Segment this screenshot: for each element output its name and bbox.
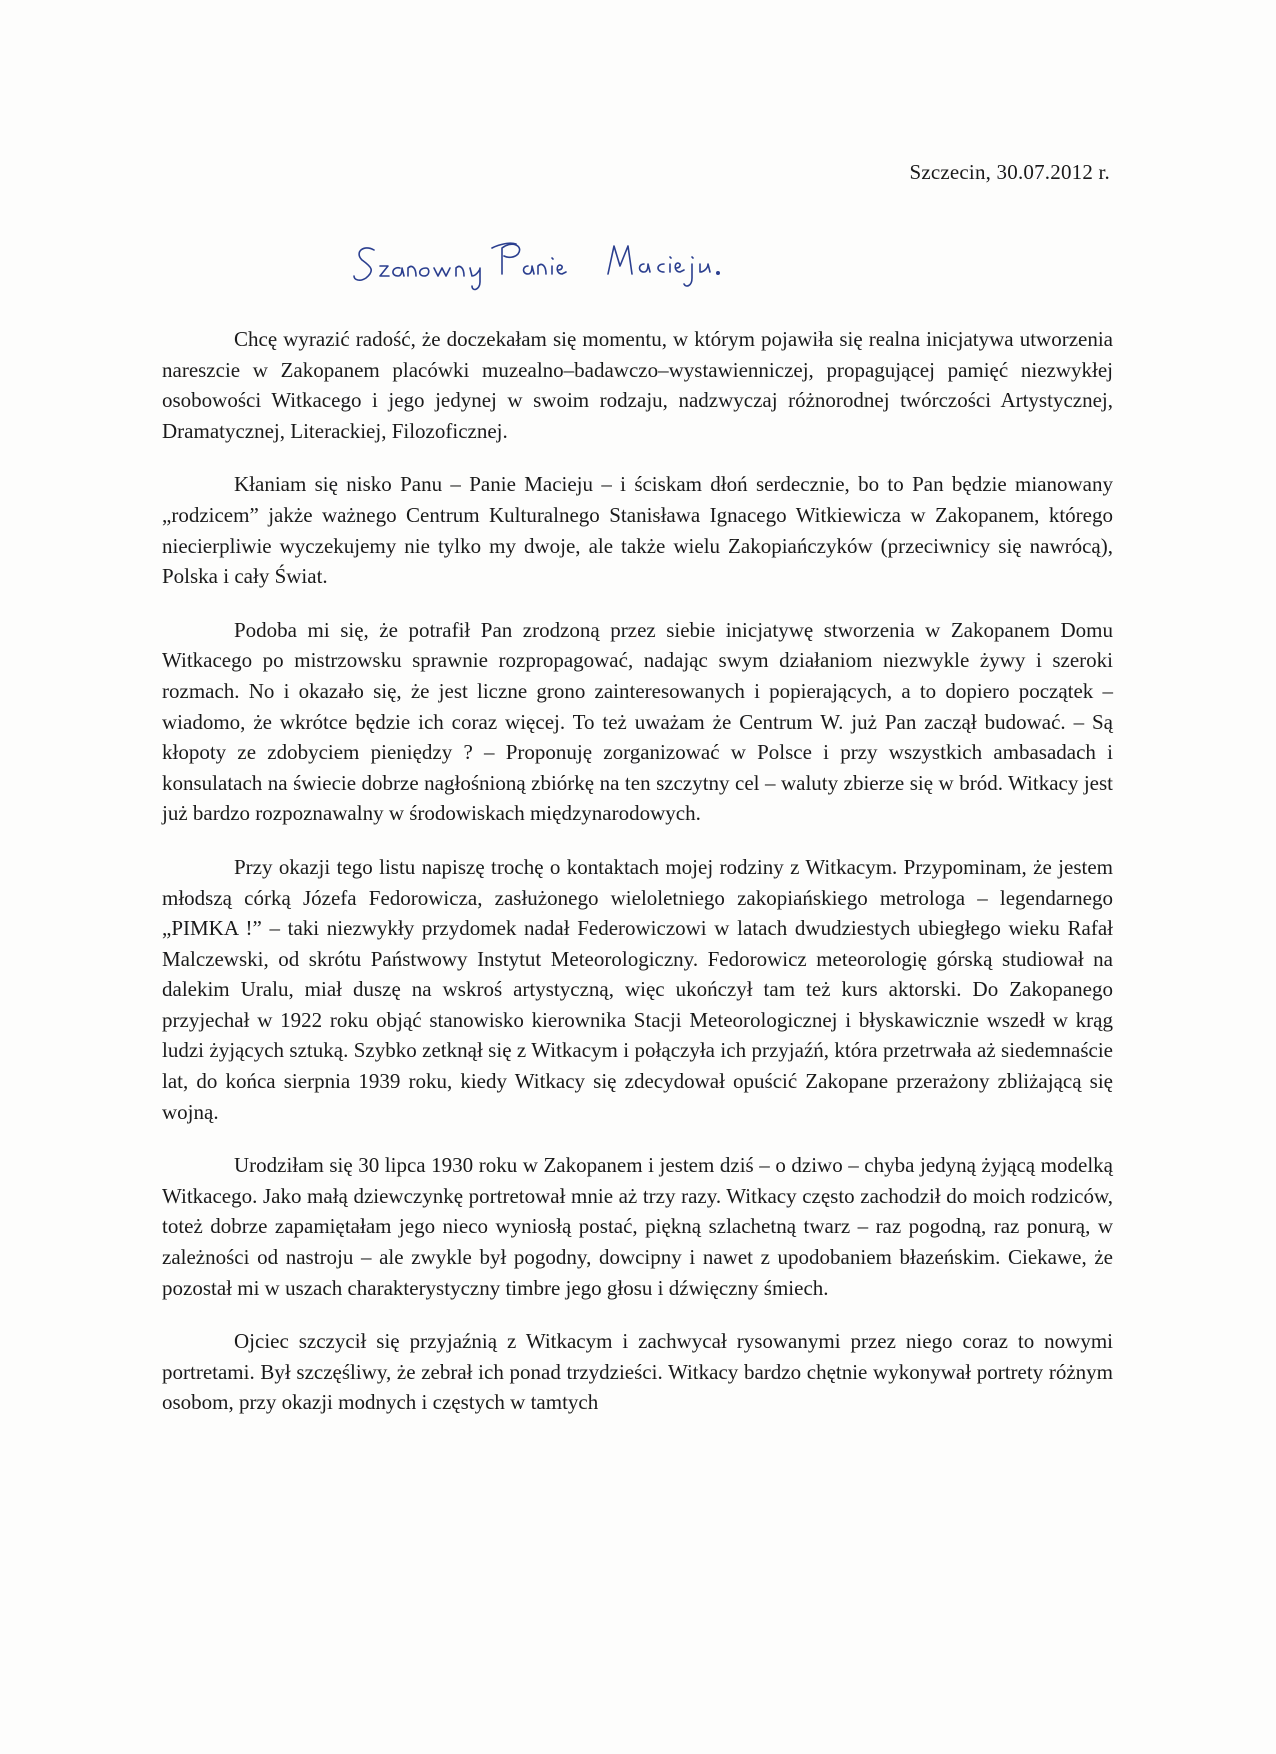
paragraph: Podoba mi się, że potrafił Pan zrodzoną przez siebie inicjatywę stworzenia w Zakopanem Domu Witkacego po mistrzowsku sprawnie rozpropagować, nadając swym działaniom niezwykle żywy i szeroki rozmach. No i okazało się, że jest liczne grono zainteresowanych i popierających, a to dopiero początek – wiadomo, że wkrótce będzie ich coraz więcej. To też uważam że Centrum W. już Pan zaczął budować. – Są kłopoty ze zdobyciem pieniędzy ? – Proponuję zorganizować w Polsce i przy wszystkich ambasadach i konsulatach na świecie dobrze nagłośnioną zbiórkę na ten szczytny cel – waluty zbierze się w bród. Witkacy jest już bardzo rozpoznawalny w środowiskach międzynarodowych. <box>162 617 1113 826</box>
paragraph: Urodziłam się 30 lipca 1930 roku w Zakopanem i jestem dziś – o dziwo – chyba jedyną żyjącą modelką Witkacego. Jako małą dziewczynkę portretował mnie aż trzy razy. Witkacy często zachodził do moich rodziców, toteż dobrze zapamiętałam jego nieco wyniosłą postać, piękną szlachetną twarz – raz pogodną, raz ponurą, w zależności od nastroju – ale zwykle był pogodny, dowcipny i nawet z upodobaniem błazeńskim. Ciekawe, że pozostał mi w uszach charakterystyczny timbre jego głosu i dźwięczny śmiech. <box>162 1153 1113 1300</box>
letter-date: Szczecin, 30.07.2012 r. <box>909 160 1110 184</box>
paragraph: Przy okazji tego listu napiszę trochę o kontaktach mojej rodziny z Witkacym. Przypominam, że jestem młodszą córką Józefa Fedorowicza, zasłużonego wieloletniego zakopiańskiego metrologa – legendarnego „PIMKA !” – taki niezwykły przydomek nadał Federowiczowi w latach dwudziestych ubiegłego wieku Rafał Malczewski, od skrótu Państwowy Instytut Meteorologiczny. Fedorowicz meteorologię górską studiował na dalekim Uralu, miał duszę na wskroś artystyczną, więc ukończył tam też kurs aktorski. Do Zakopanego przyjechał w 1922 roku objąć stanowisko kierownika Stacji Meteorologicznej i błyskawicznie wszedł w krąg ludzi żyjących sztuką. Szybko zetknął się z Witkacym i połączyła ich przyjaźń, która przetrwała aż siedemnaście lat, do końca sierpnia 1939 roku, kiedy Witkacy się zdecydował opuścić Zakopane przerażony zbliżającą się wojną. <box>162 854 1113 1124</box>
paragraph: Ojciec szczycił się przyjaźnią z Witkacym i zachwycał rysowanymi przez niego coraz to nowymi portretami. Był szczęśliwy, że zebrał ich ponad trzydzieści. Witkacy bardzo chętnie wykonywał portrety różnym osobom, przy okazji modnych i częstych w tamtych <box>162 1329 1113 1415</box>
handwritten-salutation <box>352 230 752 300</box>
paragraph: Chcę wyrazić radość, że doczekałam się momentu, w którym pojawiła się realna inicjatywa utworzenia nareszcie w Zakopanem placówki muzealno–badawczo–wystawienniczej, propagującej pamięć niezwykłej osobowości Witkacego i jego jedynej w swoim rodzaju, nadzwyczaj różnorodnej twórczości Artystycznej, Dramatycznej, Literackiej, Filozoficznej. <box>162 327 1113 443</box>
paragraph: Kłaniam się nisko Panu – Panie Macieju – i ściskam dłoń serdecznie, bo to Pan będzie mianowany „rodzicem” jakże ważnego Centrum Kulturalnego Stanisława Ignacego Witkiewicza w Zakopanem, którego niecierpliwie wyczekujemy nie tylko my dwoje, ale także wielu Zakopiańczyków (przeciwnicy się nawrócą), Polska i cały Świat. <box>162 472 1113 589</box>
handwritten-salutation-drawing <box>352 230 752 300</box>
letter-body <box>162 324 1113 1418</box>
